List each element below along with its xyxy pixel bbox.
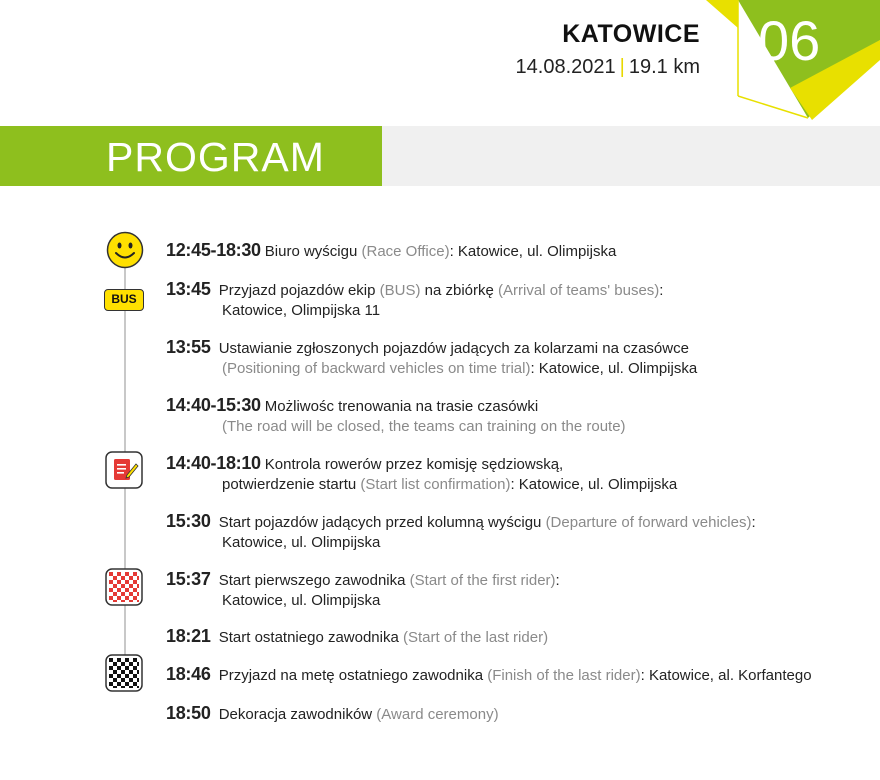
item-text: Start pojazdów jadących przed kolumną wyścigu xyxy=(218,514,542,531)
item-text: Możliwośc trenowania na trasie czasówki xyxy=(264,398,539,415)
item-location: : Katowice, ul. Olimpijska xyxy=(530,360,698,377)
item-text: Ustawianie zgłoszonych pojazdów jadących za kolarzami na czasówce xyxy=(218,340,689,357)
schedule-item xyxy=(166,626,548,648)
start-flag-icon xyxy=(105,568,143,606)
banner-title: PROGRAM xyxy=(106,134,325,180)
item-time: 14:40-18:10 xyxy=(166,453,261,473)
item-location: : Katowice, ul. Olimpijska xyxy=(449,243,617,260)
date-distance xyxy=(516,56,700,79)
item-text-en: (Start of the last rider) xyxy=(403,629,549,646)
item-text-en: (Finish of the last rider) xyxy=(487,667,641,684)
item-time: 18:46 xyxy=(166,664,211,684)
item-time: 15:37 xyxy=(166,569,211,589)
schedule-item xyxy=(166,703,499,725)
schedule-item xyxy=(166,240,616,262)
item-time: 13:55 xyxy=(166,337,211,357)
schedule-item xyxy=(166,664,812,686)
item-text: Przyjazd na metę ostatniego zawodnika xyxy=(218,667,484,684)
schedule-item xyxy=(166,453,677,495)
item-location: : xyxy=(659,282,664,299)
item-text-en: (Positioning of backward vehicles on time trial) xyxy=(222,360,531,377)
item-time: 14:40-15:30 xyxy=(166,395,261,415)
item-text: Biuro wyścigu xyxy=(264,243,358,260)
stage-number: 06 xyxy=(758,9,821,72)
item-time: 15:30 xyxy=(166,511,211,531)
item-text-en: (The road will be closed, the teams can training on the route) xyxy=(222,418,626,435)
item-text-line2: potwierdzenie startu xyxy=(222,476,357,493)
item-location: : Katowice, ul. Olimpijska xyxy=(510,476,678,493)
schedule-item xyxy=(166,511,756,553)
schedule-item xyxy=(166,337,697,379)
schedule-item xyxy=(166,395,626,437)
bus-icon xyxy=(104,289,144,311)
item-location: : Katowice, al. Korfantego xyxy=(640,667,812,684)
item-time: 13:45 xyxy=(166,279,211,299)
bus-icon-label: BUS xyxy=(111,292,137,306)
finish-flag-icon xyxy=(105,654,143,692)
race-date: 14.08.2021 xyxy=(515,56,616,78)
item-location: : xyxy=(555,572,560,589)
item-location-line2: Katowice, Olimpijska 11 xyxy=(222,302,381,319)
item-text-mid: na zbiórkę xyxy=(424,282,494,299)
item-text: Kontrola rowerów przez komisję sędziowską, xyxy=(264,456,564,473)
item-text-en: (Award ceremony) xyxy=(376,706,499,723)
schedule-item xyxy=(166,569,560,611)
item-location-line2: Katowice, ul. Olimpijska xyxy=(222,534,381,551)
item-text: Start pierwszego zawodnika xyxy=(218,572,406,589)
item-text-en: (Start of the first rider) xyxy=(409,572,556,589)
item-text: Przyjazd pojazdów ekip xyxy=(218,282,376,299)
item-text-en: (Arrival of teams' buses) xyxy=(498,282,660,299)
item-text: Start ostatniego zawodnika xyxy=(218,629,399,646)
item-time: 18:50 xyxy=(166,703,211,723)
item-text-en: (Start list confirmation) xyxy=(360,476,511,493)
separator: | xyxy=(619,56,625,78)
item-text-en: (Race Office) xyxy=(361,243,450,260)
item-text-en-mid: (BUS) xyxy=(379,282,421,299)
document-icon xyxy=(105,451,143,489)
item-time: 12:45-18:30 xyxy=(166,240,261,260)
smiley-icon xyxy=(106,231,144,269)
race-distance: 19.1 km xyxy=(628,56,700,78)
item-text-en: (Departure of forward vehicles) xyxy=(545,514,752,531)
city-title: KATOWICE xyxy=(562,20,700,48)
item-location: : xyxy=(751,514,756,531)
corner-decoration xyxy=(0,0,880,130)
item-text: Dekoracja zawodników xyxy=(218,706,373,723)
item-location-line2: Katowice, ul. Olimpijska xyxy=(222,592,381,609)
schedule-item xyxy=(166,279,663,321)
item-time: 18:21 xyxy=(166,626,211,646)
